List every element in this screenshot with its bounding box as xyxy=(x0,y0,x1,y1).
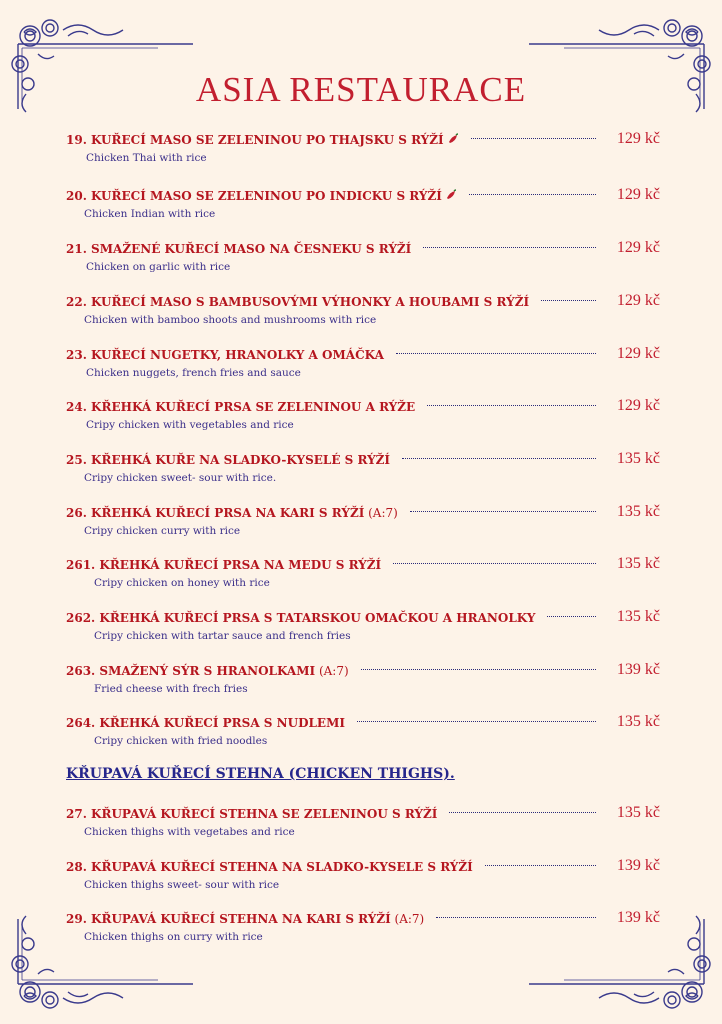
dot-leader xyxy=(357,721,596,722)
item-description: Chicken thighs sweet- sour with rice xyxy=(84,879,280,891)
menu-item xyxy=(66,608,666,651)
item-description: Chicken with bamboo shoots and mushrooms with rice xyxy=(84,314,377,326)
dot-leader xyxy=(436,917,596,918)
menu-item xyxy=(66,292,666,335)
dot-leader xyxy=(402,458,596,459)
item-description: Chicken thighs with vegetabes and rice xyxy=(84,826,295,838)
item-title: 24. KŘEHKÁ KUŘECÍ PRSA SE ZELENINOU A RÝŽE xyxy=(66,400,416,414)
item-description: Chicken on garlic with rice xyxy=(86,261,231,273)
item-title: 28. KŘUPAVÁ KUŘECÍ STEHNA NA SLADKO-KYSELE S RÝŽÍ xyxy=(66,860,473,874)
item-title: 22. KUŘECÍ MASO S BAMBUSOVÝMI VÝHONKY A HOUBAMI S RÝŽÍ xyxy=(66,295,530,309)
item-description: Fried cheese with frech fries xyxy=(94,683,248,695)
item-price: 129 kč xyxy=(616,397,660,414)
item-price: 129 kč xyxy=(616,186,660,203)
dot-leader xyxy=(469,194,596,195)
allergen-code: (A:7) xyxy=(315,664,349,678)
item-name xyxy=(66,133,459,148)
menu-item xyxy=(66,661,666,704)
item-name xyxy=(66,400,415,414)
dot-leader xyxy=(393,563,596,564)
item-name xyxy=(66,453,390,467)
menu-item xyxy=(66,450,666,493)
item-title: 20. KUŘECÍ MASO SE ZELENINOU PO INDICKU S RÝŽÍ xyxy=(66,189,442,203)
item-name xyxy=(66,348,384,362)
item-price: 139 kč xyxy=(616,909,660,926)
item-name xyxy=(66,242,411,256)
item-description: Cripy chicken curry with rice xyxy=(84,525,241,537)
item-price: 135 kč xyxy=(616,804,660,821)
menu-item xyxy=(66,555,666,598)
dot-leader xyxy=(423,247,596,248)
item-title: 23. KUŘECÍ NUGETKY, HRANOLKY A OMÁČKA xyxy=(66,348,384,362)
item-title: 262. KŘEHKÁ KUŘECÍ PRSA S TATARSKOU OMAČKOU A HRANOLKY xyxy=(66,611,536,625)
menu-item xyxy=(66,130,666,173)
menu-item xyxy=(66,804,666,847)
item-title: 263. SMAŽENÝ SÝR S HRANOLKAMI xyxy=(66,664,316,678)
item-name xyxy=(66,912,424,926)
item-name xyxy=(66,558,381,572)
item-price: 129 kč xyxy=(616,292,660,309)
item-price: 135 kč xyxy=(616,555,660,572)
menu-item xyxy=(66,397,666,440)
dot-leader xyxy=(396,353,596,354)
item-description: Chicken Indian with rice xyxy=(84,208,216,220)
dot-leader xyxy=(410,511,596,512)
item-price: 129 kč xyxy=(616,130,660,147)
menu-item xyxy=(66,503,666,546)
section-heading: KŘUPAVÁ KUŘECÍ STEHNA (CHICKEN THIGHS). xyxy=(66,766,455,782)
menu-item xyxy=(66,345,666,388)
menu-item xyxy=(66,713,666,756)
menu-item xyxy=(66,857,666,900)
item-price: 129 kč xyxy=(616,345,660,362)
item-name xyxy=(66,860,473,874)
item-description: Chicken thighs on curry with rice xyxy=(84,931,263,943)
item-price: 135 kč xyxy=(616,608,660,625)
item-name xyxy=(66,664,349,678)
item-name xyxy=(66,611,535,625)
dot-leader xyxy=(541,300,596,301)
item-description: Cripy chicken with vegetables and rice xyxy=(86,419,294,431)
item-name xyxy=(66,189,457,204)
chili-pepper-icon xyxy=(447,133,459,148)
item-price: 135 kč xyxy=(616,713,660,730)
page-title: ASIA RESTAURACE xyxy=(195,70,527,109)
item-title: 29. KŘUPAVÁ KUŘECÍ STEHNA NA KARI S RÝŽÍ xyxy=(66,912,391,926)
allergen-code: (A:7) xyxy=(390,912,425,926)
item-description: Chicken nuggets, french fries and sauce xyxy=(86,367,301,379)
item-price: 135 kč xyxy=(616,450,660,467)
item-title: 27. KŘUPAVÁ KUŘECÍ STEHNA SE ZELENINOU S RÝŽÍ xyxy=(66,807,438,821)
menu-item xyxy=(66,239,666,282)
item-description: Cripy chicken with tartar sauce and french fries xyxy=(94,630,351,642)
dot-leader xyxy=(547,616,596,617)
item-price: 129 kč xyxy=(616,239,660,256)
dot-leader xyxy=(427,405,596,406)
menu-item xyxy=(66,909,666,952)
dot-leader xyxy=(449,812,596,813)
menu-item xyxy=(66,186,666,229)
item-title: 26. KŘEHKÁ KUŘECÍ PRSA NA KARI S RÝŽÍ xyxy=(66,506,365,520)
item-description: Cripy chicken with fried noodles xyxy=(94,735,268,747)
item-title: 19. KUŘECÍ MASO SE ZELENINOU PO THAJSKU S RÝŽÍ xyxy=(66,133,444,147)
dot-leader xyxy=(485,865,596,866)
item-description: Cripy chicken on honey with rice xyxy=(94,577,270,589)
item-name xyxy=(66,506,398,520)
item-price: 139 kč xyxy=(616,857,660,874)
chili-pepper-icon xyxy=(445,189,457,204)
dot-leader xyxy=(361,669,596,670)
item-description: Cripy chicken sweet- sour with rice. xyxy=(84,472,277,484)
item-name xyxy=(66,807,437,821)
item-title: 21. SMAŽENÉ KUŘECÍ MASO NA ČESNEKU S RÝŽÍ xyxy=(66,242,412,256)
item-name xyxy=(66,716,345,730)
item-name xyxy=(66,295,529,309)
item-title: 25. KŘEHKÁ KUŘE NA SLADKO-KYSELÉ S RÝŽÍ xyxy=(66,453,391,467)
item-price: 135 kč xyxy=(616,503,660,520)
item-title: 261. KŘEHKÁ KUŘECÍ PRSA NA MEDU S RÝŽÍ xyxy=(66,558,382,572)
item-description: Chicken Thai with rice xyxy=(86,152,207,164)
dot-leader xyxy=(471,138,596,139)
allergen-code: (A:7) xyxy=(364,506,398,520)
item-price: 139 kč xyxy=(616,661,660,678)
item-title: 264. KŘEHKÁ KUŘECÍ PRSA S NUDLEMI xyxy=(66,716,345,730)
